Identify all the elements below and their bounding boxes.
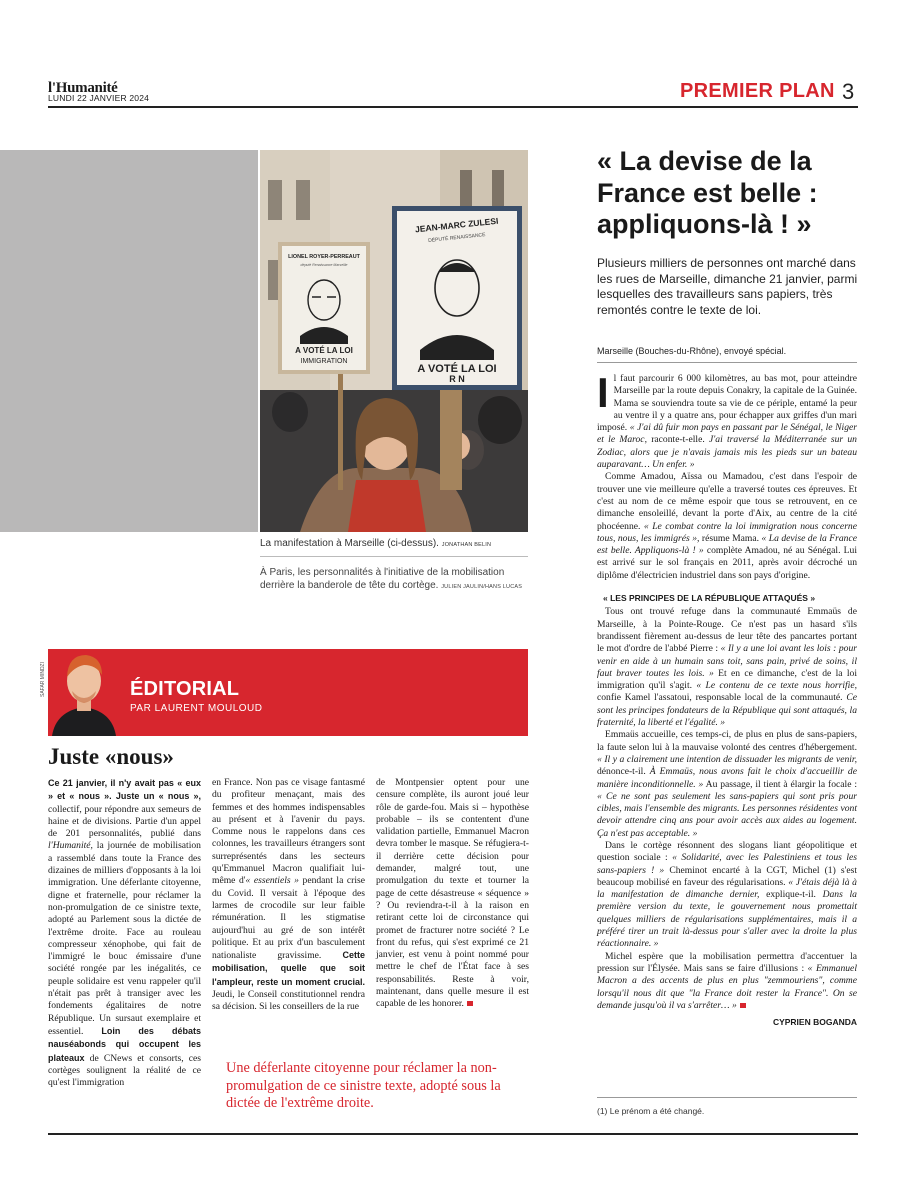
article-footnote: (1) Le prénom a été changé.: [597, 1106, 705, 1116]
end-mark-icon: [740, 1003, 746, 1008]
article-subhead: « LES PRINCIPES DE LA RÉPUBLIQUE ATTAQUÉS »: [603, 593, 816, 604]
sign-right-party: DÉPUTÉ RENAISSANCE: [427, 232, 486, 244]
caption-divider: [260, 556, 528, 557]
paragraph-5: Dans le cortège résonnent des slogans liant géopolitique et question sociale : « Solidarité, avec les Palestiniens et tous les sans-papiers ! » Cheminot encarté à la CGT, Michel (1) s'est beaucoup mobilisé en faveur des régularisations. « J'étais déjà là à la manifestation de dimanche dernier, explique-t-il. Dans la première version du texte, le gouvernement nous promettait quelques milliers de régularisations supplémentaires, mais il a préféré tirer un trait là-dessus pour s'aller avec la droite la plus réactionnaire. »: [597, 839, 858, 950]
bottom-divider: [48, 1133, 858, 1135]
avatar-credit: SAFAR MINDZI: [40, 661, 46, 697]
editorial-author: PAR LAURENT MOULOUD: [130, 703, 263, 714]
photo-credit-marseille: JONATHAN BELIN: [441, 542, 492, 548]
sign-left-name: LIONEL ROYER-PERREAUT: [288, 254, 360, 260]
top-divider: [48, 106, 858, 108]
photo-caption-marseille: La manifestation à Marseille (ci-dessus). JONATHAN BELIN: [260, 538, 492, 549]
article-body: [597, 369, 858, 1028]
photo-caption-paris: À Paris, les personnalités à l'initiative de la mobilisation derrière la banderole de tête du cortège. JULIEN JAULIN/HANS LUCAS: [260, 567, 523, 591]
editorial-title: ÉDITORIAL: [130, 678, 240, 700]
issue-date: LUNDI 22 JANVIER 2024: [48, 93, 150, 103]
paragraph-6: Michel espère que la mobilisation permettra d'accentuer la pression sur l'Élysée. Mais sans se faire d'illusions : « Emmanuel Macron a des accents de plus en plus "zemmouriens", comme lorsqu'il nous dit que "la France doit rester la France". On se demande jusqu'où il va s'arrêter… »: [597, 950, 857, 1011]
photo-credit-paris: JULIEN JAULIN/HANS LUCAS: [441, 584, 523, 590]
editorial-column-1: Ce 21 janvier, il n'y avait pas « eux » et « nous ». Juste un « nous », collectif, pour répondre aux semeurs de haine et de divisions. Partie d'un appel de 201 personnalités, publié dans l'Humanité, la journée de mobilisation a rassemblé dans toute la France des dizaines de milliers d'opposants à la loi immigration. Une déferlante citoyenne, digne et fraternelle, pour réclamer la non-promulgation de ce sinistre texte, adopté au Parlement sous la dictée de l'extrême droite. Face au rouleau compresseur xénophobe, qui fait de l'immigré le bouc émissaire d'une société rongée par les inégalités, ce peuple solidaire est venu rappeler qu'il n'était pas prêt à transiger avec les fondements égalitaires de notre République. Un sursaut exemplaire et essentiel. Loin des débats nauséabonds qui occupent les plateaux de CNews et consorts, ces cortèges soulignent la réalité de ce qu'est l'immigration: [48, 778, 201, 1089]
section-rubric: PREMIER PLAN: [680, 80, 835, 102]
sign-right-name: JEAN-MARC ZULESI: [414, 215, 499, 235]
end-mark-icon: [467, 1001, 473, 1006]
footnote-divider: [597, 1097, 857, 1098]
article-standfirst: Plusieurs milliers de personnes ont marché dans les rues de Marseille, dimanche 21 janvier, parmi lesquelles des travailleurs sans papiers, très remontés contre le texte de loi.: [597, 256, 858, 317]
paragraph-3: Tous ont trouvé refuge dans la communauté Emmaüs de Marseille, à la Pointe-Rouge. Ce n'est pas un hasard s'ils brandissent fièrement au-dessus de leur tête des pancartes portant le mot d'ordre de l'abbé Pierre : « Il y a une loi avant les lois : pour venir en aide à un humain sans toit, sans pain, privé de soins, il faut braver toutes les lois. » Et en ce dimanche, c'est de la loi immigration qu'il s'agit. « Le contenu de ce texte nous horrifie, confie Kamel l'assatoui, responsable local de la communauté. Ce sont les principes fondateurs de la République qui sont attaqués, la fraternité, la liberté et l'égalité. »: [597, 606, 858, 729]
paragraph-2: Comme Amadou, Aïssa ou Mamadou, c'est dans l'espoir de trouver une vie meilleure qu'elle a traversé toutes ces épreuves. Et c'est au nom de ce même espoir que tous se retrouvent, en ce dimanche ensoleillé, devant la porte d'Aix, au centre de la cité phocéenne. « Le combat contre la loi immigration nous concerne tous, nous, les immigrés », résume Mama. « La devise de la France est belle. Appliquons-là ! » complète Amadou, né au Sénégal. Lui est arrivé sur le sol français en 2011, après avoir décroché un diplôme d'électricien industriel dans son pays d'origine.: [597, 471, 857, 581]
sign-left-slogan-2: IMMIGRATION: [300, 358, 348, 365]
editorial-banner: [48, 649, 528, 736]
sign-right-letters: R N: [449, 374, 465, 384]
drop-cap: I: [597, 369, 609, 416]
article-signature: CYPRIEN BOGANDA: [772, 1017, 857, 1028]
sign-left-slogan: A VOTÉ LA LOI: [295, 346, 353, 355]
marseille-protest-photo: [260, 150, 528, 532]
article-headline: « La devise de la France est belle : appliquons-là ! »: [597, 146, 818, 239]
protest-illustration: [260, 150, 528, 532]
editorial-headline: Juste «nous»: [48, 744, 174, 769]
paragraph-4: Emmaüs accueille, ces temps-ci, de plus en plus de sans-papiers, la faute selon lui à la mauvaise volonté des centres d'hébergement. « Il y a clairement une intention de dissuader les migrants de venir, dénonce-t-il. À Emmaüs, nous avons fait le choix d'accueillir de manière inconditionnelle. » Au passage, il tient à élargir la focale : « Ce ne sont pas seulement les sans-papiers qui sont pris pour cibles, mais l'ensemble des migrants. Les personnes résidentes vont devoir attendre cinq ans pour avoir accès aux aides au logement. Ça n'est pas acceptable. »: [597, 729, 857, 839]
editorial-pullquote: Une déferlante citoyenne pour réclamer la non-promulgation de ce sinistre texte, adopté sous la dictée de l'extrême droite.: [226, 1060, 501, 1111]
editorial-column-3: de Montpensier optent pour une censure complète, ils auront joué leur rôle de garde-fou. Mais si – hypothèse probable – ils se contentent d'une validation partielle, Emmanuel Macron devra tomber le masque. Se réfugiera-t-il derrière cette décision pour demander, malgré tout, une promulgation du texte et tourner la page de cette désastreuse « séquence » ? Ou reviendra-t-il à la raison en retirant cette loi de circonstance qui promet de fracturer notre société ? Le front du refus, qui s'est exprimé ce 21 janvier, est venu à point nommé pour mettre le chef de l'État face à ses responsabilités. Reste à voir, maintenant, dans quelle mesure il est capable de les honorer.: [376, 777, 529, 1010]
editorial-column-2: en France. Non pas ce visage fantasmé du profiteur menaçant, mais des femmes et des hommes indispensables au présent et à l'avenir du pays. Comme nous le rappelons dans ces colonnes, les travailleurs étrangers sont surreprésentés dans les secteurs qu'Emmanuel Macron qualifiait lui-même d'« essentiels » pendant la crise du Covid. Il versait à l'époque des larmes de crocodile sur leur faible rémunération. Il les stigmatise aujourd'hui au gré de son intérêt politique. Et au prix d'un basculement nationaliste gravissime. Cette mobilisation, quelle que soit l'ampleur, reste un moment crucial. Jeudi, le Conseil constitutionnel rendra sa décision. Si les conseillers de la rue: [212, 777, 365, 1013]
paragraph-1: Il faut parcourir 6 000 kilomètres, au bas mot, pour atteindre Marseille par la route depuis Conakry, la capitale de la Guinée. Mama se souviendra toute sa vie de ce périple, entamé la peur au ventre il y a quatre ans, pour échapper aux griffes d'un mari imposé. « J'ai dû fuir mon pays en passant par le Sénégal, le Niger et le Maroc, raconte-t-elle. J'ai traversé la Méditerranée sur un Zodiac, alors que je n'avais jamais mis les pieds sur un bateau auparavant… Un enfer. »: [597, 369, 857, 471]
author-avatar: [48, 641, 120, 736]
sign-left-party: député Renaissance Marseille: [300, 263, 348, 267]
article-dateline: Marseille (Bouches-du-Rhône), envoyé spécial.: [597, 346, 787, 356]
page-number: 3: [842, 79, 855, 104]
paris-photo-placeholder: [0, 150, 258, 532]
masthead-logo: l'Humanité: [48, 80, 118, 96]
dateline-divider: [597, 362, 857, 363]
sign-right-slogan: A VOTÉ LA LOI: [417, 363, 497, 375]
